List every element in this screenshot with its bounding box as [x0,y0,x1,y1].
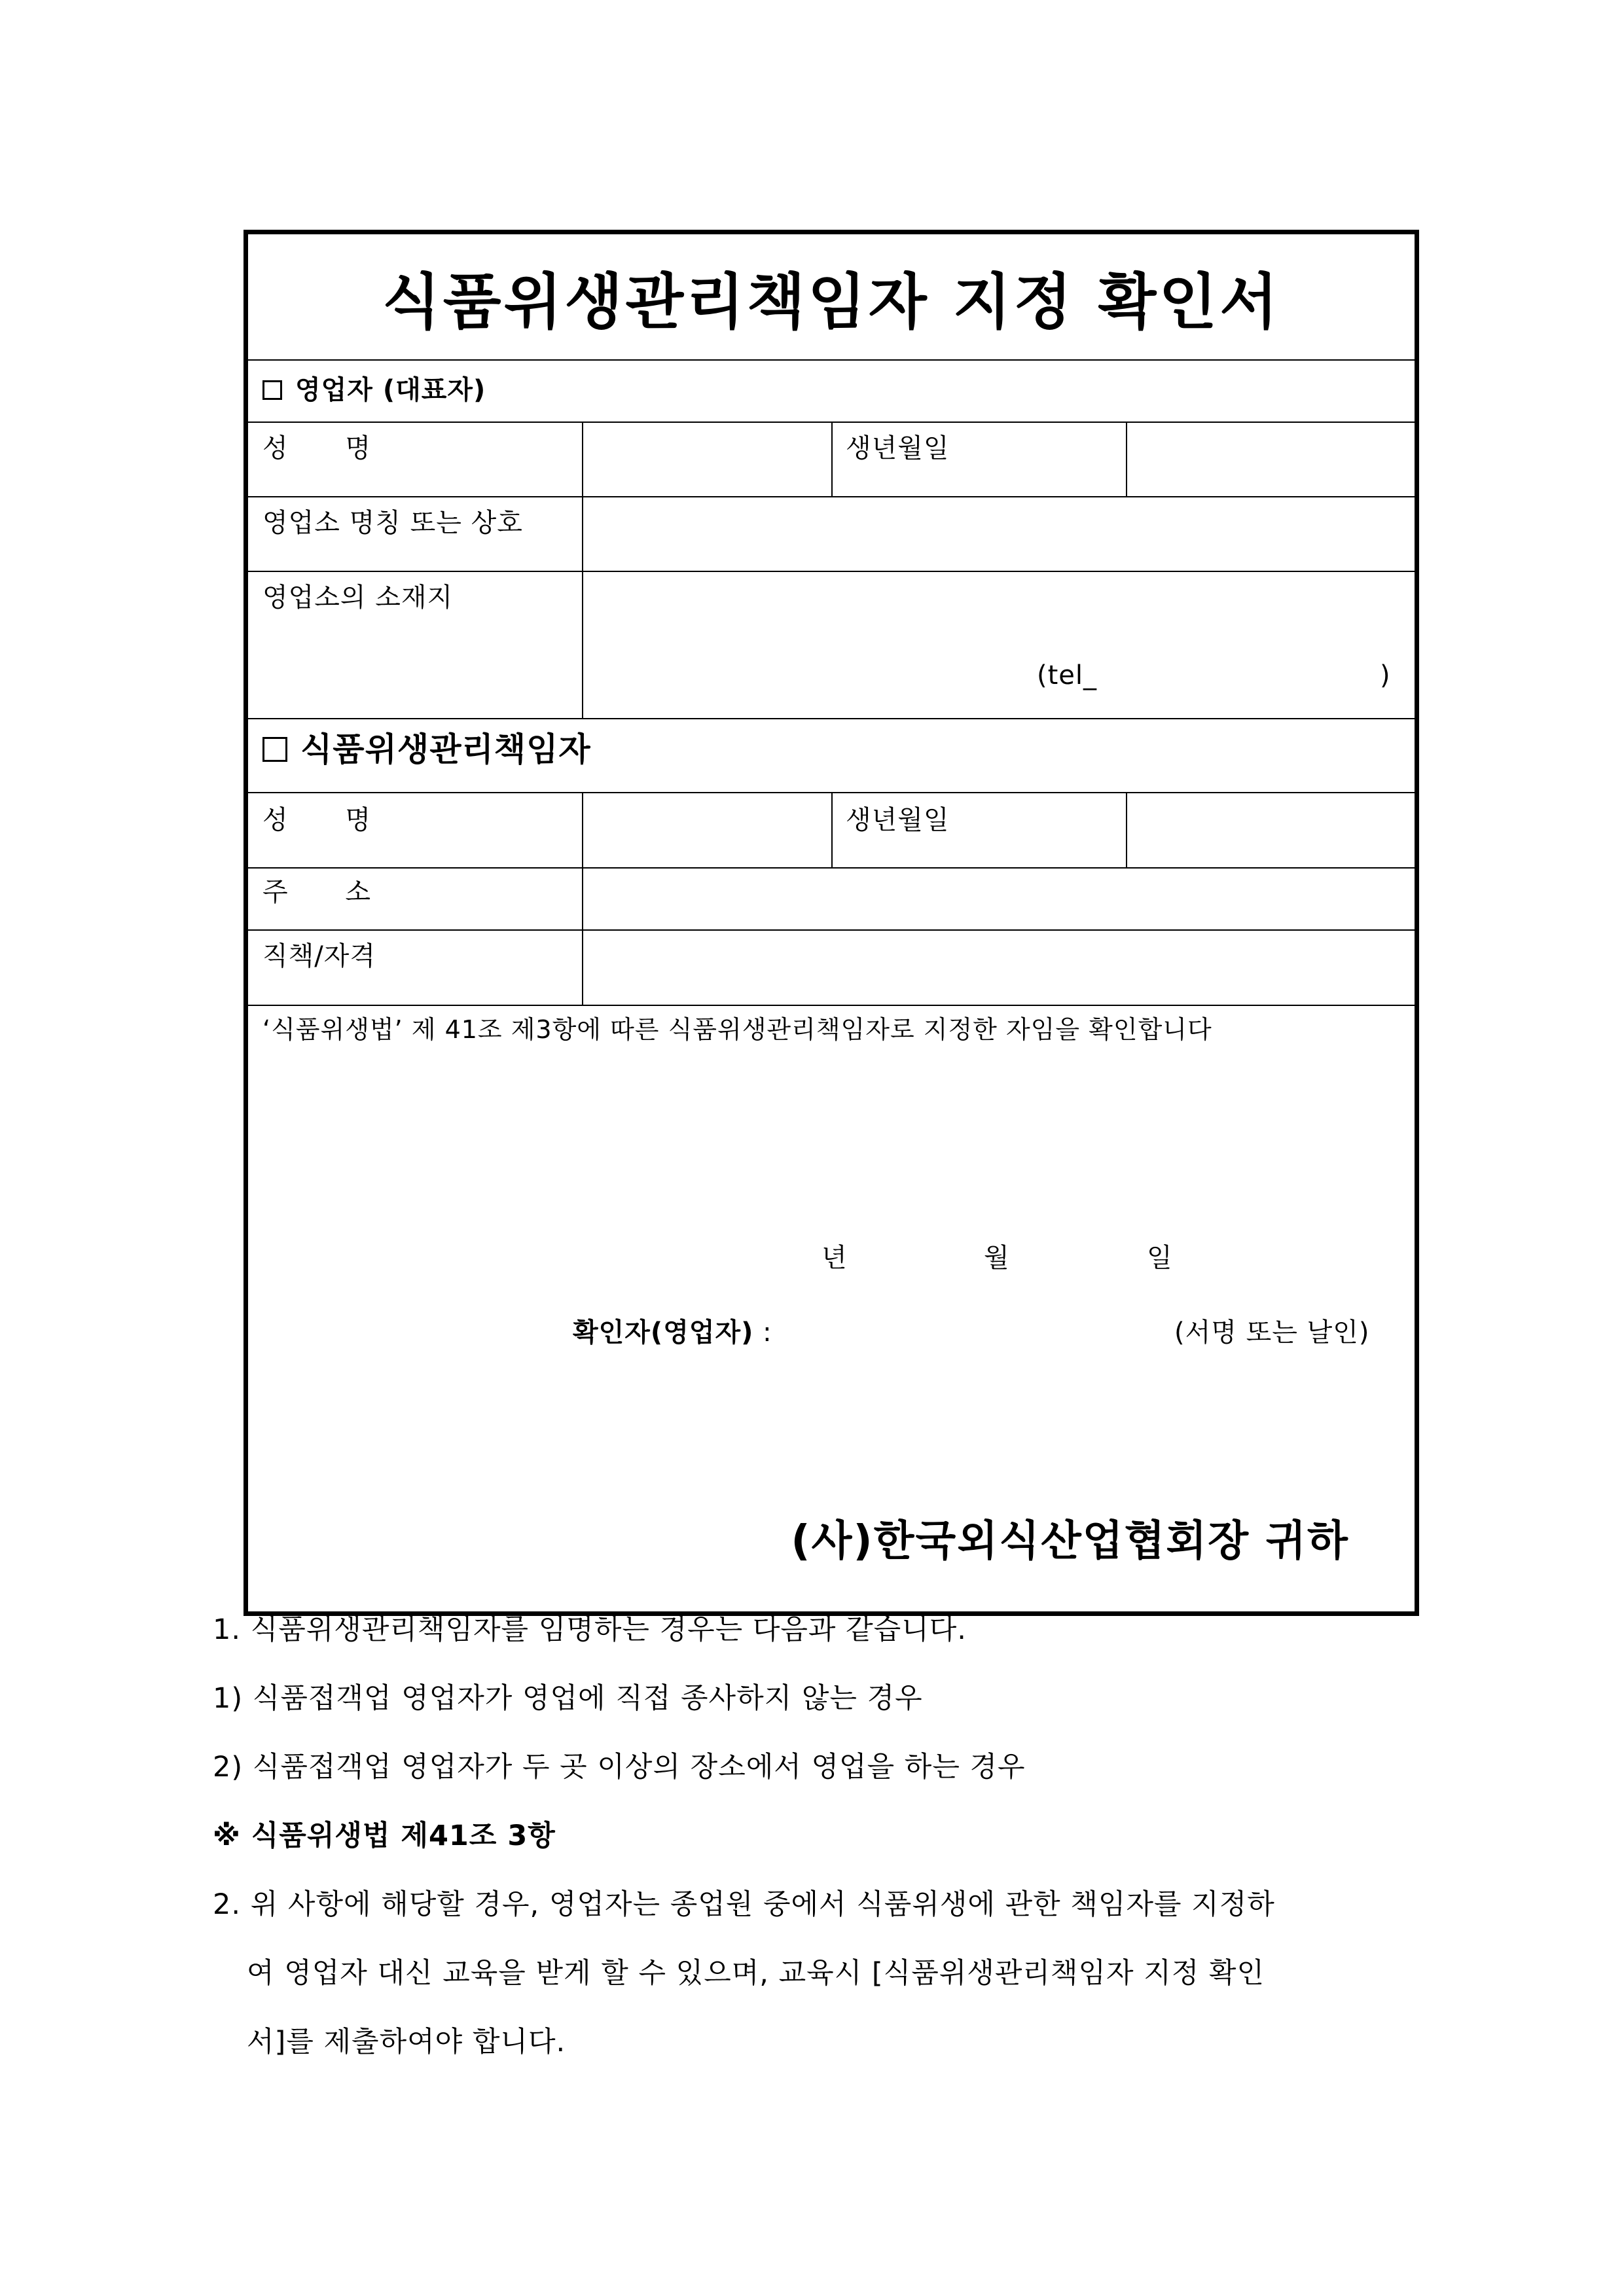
recipient-line: (사)한국외식산업협회장 귀하 [791,1517,1349,1566]
column-divider [1126,792,1127,867]
manager-name-label [262,804,371,836]
label-char: 명 [345,433,371,463]
note-line: 1) 식품접객업 영업자가 영업에 직접 종사하지 않는 경우 [213,1682,923,1715]
checkbox-icon [262,737,287,762]
column-divider [831,422,833,496]
title-divider [248,359,1415,361]
column-divider [582,422,583,718]
date-month-label: 월 [984,1243,1010,1273]
business-location-label: 영업소의 소재지 [262,583,454,613]
date-day-label: 일 [1147,1243,1173,1273]
row-divider [248,496,1415,497]
checkbox-icon [262,380,282,400]
tel-label: (tel_ [1037,660,1098,691]
row-divider [248,571,1415,572]
manager-birth-label: 생년월일 [846,805,950,835]
row-divider [248,867,1415,869]
operator-heading-text: 영업자 (대표자) [295,375,486,405]
manager-position-label: 직책/자격 [262,941,376,971]
operator-section-heading [262,374,486,406]
operator-name-label [262,433,371,464]
note-line: 서]를 제출하여야 합니다. [247,2026,566,2058]
note-line: 여 영업자 대신 교육을 받게 할 수 있으며, 교육시 [식품위생관리책임자 지정 확인 [247,1957,1265,1990]
form-title: 식품위생관리책임자 지정 확인서 [382,267,1281,337]
row-divider [248,1005,1415,1006]
signature-note: (서명 또는 날인) [1174,1318,1370,1348]
tel-close: ) [1380,660,1391,691]
date-year-label: 년 [821,1243,848,1273]
confirmer-line [573,1317,772,1348]
note-line: 2. 위 사항에 해당할 경우, 영업자는 종업원 중에서 식품위생에 관한 책임자를 지정하 [213,1888,1275,1921]
business-name-label: 영업소 명칭 또는 상호 [262,508,523,538]
column-divider [582,792,583,1005]
confirmer-colon: : [753,1318,772,1348]
manager-section-heading [262,730,591,769]
confirmer-label: 확인자(영업자) [573,1318,754,1348]
label-char: 성 [262,805,289,835]
note-line: 1. 식품위생관리책임자를 임명하는 경우는 다음과 같습니다. [213,1613,967,1646]
note-line: ※ 식품위생법 제41조 3항 [213,1820,556,1852]
label-char: 명 [345,805,371,835]
column-divider [1126,422,1127,496]
label-char: 성 [262,433,289,463]
manager-address-label [262,876,371,908]
statement-text: ‘식품위생법’ 제 41조 제3항에 따른 식품위생관리책임자로 지정한 자임을 확인합니다 [262,1015,1212,1044]
operator-birth-label: 생년월일 [846,433,950,463]
row-divider [248,718,1415,719]
manager-heading-text: 식품위생관리책임자 [300,730,591,768]
confirmation-form [244,230,1419,1616]
label-char: 주 [262,877,289,907]
row-divider [248,929,1415,931]
column-divider [831,792,833,867]
label-char: 소 [345,877,371,907]
note-line: 2) 식품접객업 영업자가 두 곳 이상의 장소에서 영업을 하는 경우 [213,1751,1026,1784]
